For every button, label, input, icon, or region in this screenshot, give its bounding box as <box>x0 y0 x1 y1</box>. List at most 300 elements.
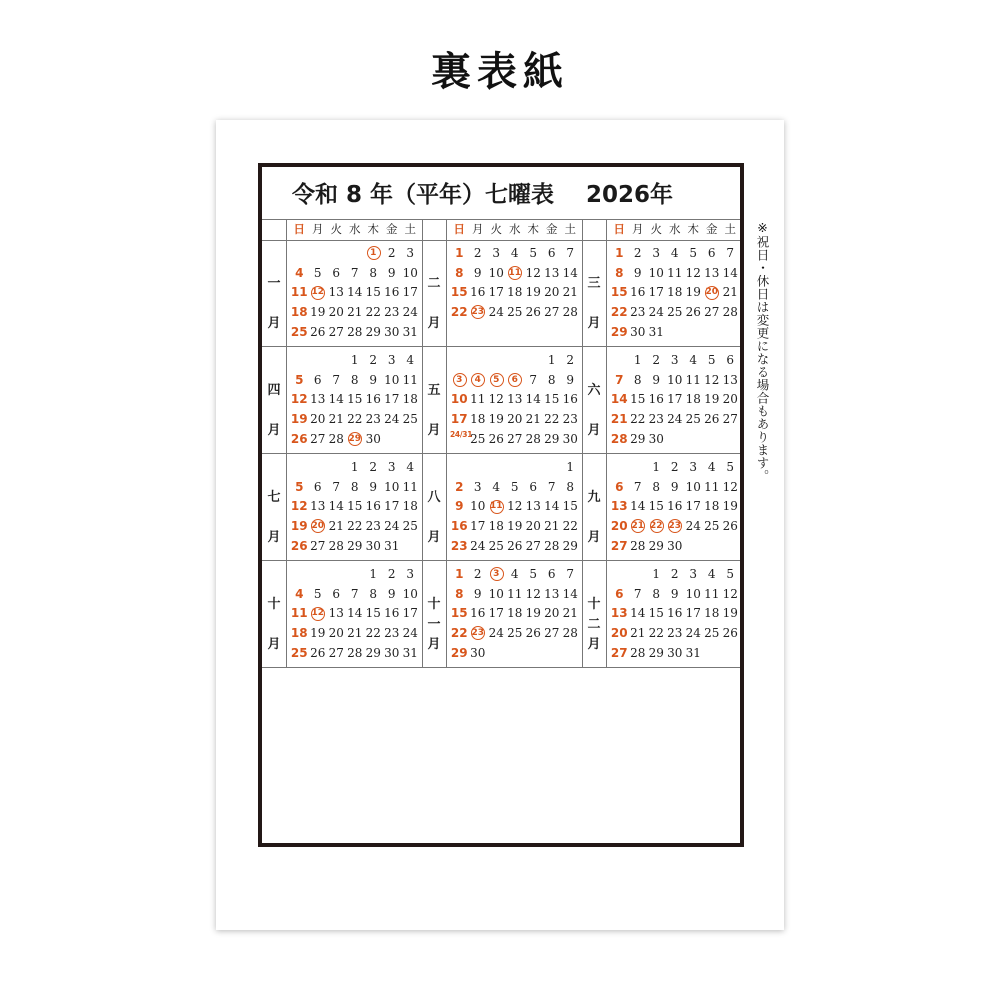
calendar-day: 14 <box>347 285 363 300</box>
calendar-day: 27 <box>610 538 628 553</box>
calendar-day: 2 <box>633 246 642 260</box>
calendar-day: 16 <box>365 499 381 514</box>
weekday-label: 火 <box>650 222 662 236</box>
calendar-day: 13 <box>610 606 628 621</box>
calendar-day: 24 <box>648 305 664 320</box>
calendar-day: 6 <box>615 479 624 494</box>
calendar-day: 24 <box>402 626 418 641</box>
calendar-day: 15 <box>562 499 578 514</box>
calendar-title <box>262 175 740 215</box>
calendar-day: 4 <box>406 460 415 474</box>
calendar-day: 19 <box>290 412 308 427</box>
calendar-day: 1 <box>547 353 556 367</box>
calendar-day: 16 <box>450 519 468 534</box>
calendar-day: 28 <box>722 305 738 320</box>
calendar-day: 12 <box>722 586 738 601</box>
weekday-header <box>290 219 420 239</box>
calendar-day: 10 <box>450 392 468 407</box>
calendar-day: 27 <box>704 305 720 320</box>
calendar-day: 3 <box>473 479 482 494</box>
calendar-day: 1 <box>350 460 359 474</box>
month-label-top: 八 <box>427 490 441 505</box>
calendar-day: 21 <box>630 626 646 641</box>
calendar-day: 1 <box>369 567 378 581</box>
calendar-day: 18 <box>290 626 308 641</box>
calendar-day: 10 <box>384 479 400 494</box>
row-divider <box>262 560 740 561</box>
calendar-day: 21 <box>347 305 363 320</box>
calendar-day: 25 <box>704 626 720 641</box>
calendar-day: 5 <box>726 567 735 581</box>
calendar-day: 2 <box>369 460 378 474</box>
calendar-day: 5 <box>529 567 538 581</box>
calendar-day: 1 <box>615 246 624 260</box>
calendar-day: 9 <box>369 372 378 387</box>
calendar-day: 20 <box>544 606 560 621</box>
calendar-day: 14 <box>722 265 738 280</box>
calendar-day: 9 <box>652 372 661 387</box>
weekday-label: 木 <box>527 222 539 236</box>
calendar-day: 27 <box>328 324 344 339</box>
calendar-day: 31 <box>685 645 701 660</box>
calendar-day: 26 <box>525 305 541 320</box>
weekday-label: 土 <box>724 222 736 236</box>
calendar-day: 26 <box>525 626 541 641</box>
calendar-day: 18 <box>507 285 523 300</box>
month-label-top: 十 <box>587 597 601 612</box>
calendar-day: 22 <box>544 412 560 427</box>
calendar-day: 11 <box>290 606 308 621</box>
calendar-day: 21 <box>629 517 648 537</box>
row-divider <box>262 346 740 347</box>
month-label-bot: 月 <box>587 423 601 438</box>
calendar-day: 29 <box>347 538 363 553</box>
calendar-day: 3 <box>450 371 469 391</box>
calendar-day: 1 <box>455 246 464 260</box>
calendar-day: 9 <box>633 265 642 280</box>
calendar-day: 26 <box>488 431 504 446</box>
calendar-day: 4 <box>689 353 698 367</box>
month-label-top: 九 <box>587 490 601 505</box>
month-label <box>262 561 286 668</box>
calendar-day: 28 <box>544 538 560 553</box>
calendar-day: 11 <box>704 586 720 601</box>
calendar-day: 23 <box>648 412 664 427</box>
calendar-day: 26 <box>507 538 523 553</box>
calendar-day: 6 <box>529 479 538 494</box>
month-label-mid: 一 <box>427 617 441 632</box>
calendar-day: 3 <box>689 460 698 474</box>
weekday-label: 水 <box>509 222 521 236</box>
calendar-day: 4 <box>295 265 304 280</box>
calendar-day: 10 <box>402 586 418 601</box>
weekday-label: 日 <box>613 222 625 236</box>
calendar-day: 8 <box>350 479 359 494</box>
month-label-bot: 月 <box>427 316 441 331</box>
calendar-day: 3 <box>487 565 506 585</box>
month-label-bot: 月 <box>427 530 441 545</box>
calendar-day: 23 <box>469 303 488 323</box>
calendar-day: 8 <box>455 265 464 280</box>
month-label <box>262 240 286 347</box>
calendar-day: 21 <box>544 519 560 534</box>
calendar-day: 2 <box>566 353 575 367</box>
calendar-day: 24 <box>488 626 504 641</box>
calendar-day: 12 <box>722 479 738 494</box>
calendar-day: 25 <box>507 626 523 641</box>
month-label-top: 十 <box>267 597 281 612</box>
calendar-day: 1 <box>350 353 359 367</box>
calendar-day: 19 <box>525 606 541 621</box>
calendar-day: 29 <box>648 645 664 660</box>
calendar-day: 25 <box>402 519 418 534</box>
calendar-day: 24 <box>402 305 418 320</box>
calendar-day: 20 <box>309 517 328 537</box>
calendar-day: 30 <box>648 431 664 446</box>
calendar-day: 10 <box>470 499 486 514</box>
calendar-day: 19 <box>290 519 308 534</box>
calendar-day: 20 <box>328 626 344 641</box>
month-label-bot: 月 <box>587 316 601 331</box>
calendar-day: 13 <box>610 499 628 514</box>
calendar-frame <box>258 163 744 847</box>
calendar-day: 23 <box>384 305 400 320</box>
calendar-day: 7 <box>350 586 359 601</box>
calendar-day: 23 <box>450 538 468 553</box>
calendar-day: 2 <box>369 353 378 367</box>
calendar-day: 6 <box>313 479 322 494</box>
calendar-day: 29 <box>610 324 628 339</box>
calendar-day: 21 <box>562 606 578 621</box>
calendar-day: 11 <box>507 586 523 601</box>
weekday-label: 金 <box>546 222 558 236</box>
weekday-label: 木 <box>367 222 379 236</box>
calendar-day: 19 <box>488 412 504 427</box>
calendar-day: 13 <box>544 586 560 601</box>
calendar-day: 6 <box>615 586 624 601</box>
calendar-day: 22 <box>450 305 468 320</box>
calendar-day: 30 <box>667 645 683 660</box>
calendar-day: 30 <box>384 324 400 339</box>
calendar-day: 15 <box>630 392 646 407</box>
calendar-day: 22 <box>630 412 646 427</box>
calendar-day: 27 <box>610 645 628 660</box>
calendar-day: 14 <box>544 499 560 514</box>
calendar-day: 3 <box>406 567 415 581</box>
calendar-day: 2 <box>387 567 396 581</box>
calendar-day: 30 <box>562 431 578 446</box>
calendar-day: 27 <box>544 305 560 320</box>
calendar-day: 7 <box>566 246 575 260</box>
calendar-day: 20 <box>310 412 326 427</box>
calendar-day: 16 <box>384 285 400 300</box>
calendar-day: 6 <box>726 353 735 367</box>
calendar-day: 28 <box>525 431 541 446</box>
calendar-day: 2 <box>670 567 679 581</box>
calendar-day: 24 <box>470 538 486 553</box>
calendar-day: 28 <box>562 305 578 320</box>
calendar-day: 23 <box>667 626 683 641</box>
calendar-day: 5 <box>707 353 716 367</box>
weekday-label: 水 <box>349 222 361 236</box>
calendar-day: 14 <box>347 606 363 621</box>
calendar-title-main: 令和 8 年（平年）七曜表 <box>292 182 555 208</box>
calendar-day: 1 <box>633 353 642 367</box>
calendar-day: 12 <box>290 499 308 514</box>
calendar-day: 6 <box>506 371 525 391</box>
calendar-day: 13 <box>310 392 326 407</box>
calendar-day: 13 <box>507 392 523 407</box>
calendar-day: 13 <box>525 499 541 514</box>
row-divider <box>262 667 740 668</box>
calendar-day: 12 <box>525 265 541 280</box>
calendar-day: 15 <box>544 392 560 407</box>
calendar-day: 19 <box>507 519 523 534</box>
calendar-day: 2 <box>473 246 482 260</box>
calendar-day: 1 <box>566 460 575 474</box>
calendar-day: 20 <box>328 305 344 320</box>
calendar-day: 18 <box>488 519 504 534</box>
calendar-day: 12 <box>685 265 701 280</box>
calendar-day: 4 <box>469 371 488 391</box>
calendar-day: 17 <box>470 519 486 534</box>
calendar-day: 16 <box>365 392 381 407</box>
calendar-day: 25 <box>402 412 418 427</box>
calendar-day: 4 <box>707 567 716 581</box>
month-label <box>582 561 606 668</box>
calendar-day: 27 <box>310 431 326 446</box>
calendar-day: 28 <box>328 538 344 553</box>
calendar-day: 1 <box>364 244 383 264</box>
calendar-day: 15 <box>365 285 381 300</box>
month-label-mid: 二 <box>587 617 601 632</box>
calendar-day: 5 <box>295 479 304 494</box>
calendar-day: 5 <box>529 246 538 260</box>
calendar-day: 17 <box>488 285 504 300</box>
month-label <box>422 561 446 668</box>
calendar-day: 25 <box>685 412 701 427</box>
calendar-day: 4 <box>406 353 415 367</box>
calendar-day: 22 <box>647 517 666 537</box>
calendar-day: 28 <box>328 431 344 446</box>
calendar-day: 22 <box>450 626 468 641</box>
calendar-day: 11 <box>667 265 683 280</box>
calendar-day: 16 <box>562 392 578 407</box>
calendar-day: 31 <box>402 645 418 660</box>
calendar-day: 16 <box>667 606 683 621</box>
calendar-day: 7 <box>615 372 624 387</box>
month-label <box>262 347 286 454</box>
calendar-day: 9 <box>369 479 378 494</box>
calendar-day: 18 <box>402 499 418 514</box>
calendar-day: 17 <box>450 412 468 427</box>
calendar-day: 13 <box>704 265 720 280</box>
month-label-bot: 月 <box>267 637 281 652</box>
calendar-day: 5 <box>295 372 304 387</box>
calendar-day: 25 <box>470 431 486 446</box>
month-label <box>422 347 446 454</box>
calendar-day: 18 <box>667 285 683 300</box>
calendar-day: 17 <box>402 606 418 621</box>
weekday-label: 日 <box>453 222 465 236</box>
calendar-day: 26 <box>290 431 308 446</box>
calendar-day: 22 <box>347 412 363 427</box>
calendar-day: 18 <box>704 606 720 621</box>
calendar-day: 12 <box>290 392 308 407</box>
calendar-day: 15 <box>648 499 664 514</box>
calendar-day: 8 <box>652 586 661 601</box>
calendar-day: 14 <box>630 499 646 514</box>
calendar-day: 17 <box>402 285 418 300</box>
calendar-day: 22 <box>347 519 363 534</box>
calendar-day: 26 <box>685 305 701 320</box>
calendar-day: 26 <box>722 519 738 534</box>
calendar-day: 29 <box>630 431 646 446</box>
calendar-day: 9 <box>387 265 396 280</box>
calendar-day: 18 <box>470 412 486 427</box>
calendar-day: 31 <box>648 324 664 339</box>
calendar-day: 14 <box>562 586 578 601</box>
calendar-day: 31 <box>384 538 400 553</box>
calendar-day: 10 <box>488 586 504 601</box>
calendar-day: 21 <box>722 285 738 300</box>
calendar-day: 27 <box>722 412 738 427</box>
calendar-day: 18 <box>685 392 701 407</box>
calendar-day: 8 <box>369 586 378 601</box>
calendar-day: 11 <box>402 372 418 387</box>
calendar-day: 23 <box>666 517 685 537</box>
month-label-top: 二 <box>427 276 441 291</box>
calendar-day: 4 <box>510 246 519 260</box>
calendar-day: 11 <box>402 479 418 494</box>
calendar-day: 31 <box>402 324 418 339</box>
month-label-top: 四 <box>267 383 281 398</box>
calendar-day: 6 <box>332 586 341 601</box>
calendar-day: 13 <box>328 606 344 621</box>
month-label-bot: 月 <box>427 423 441 438</box>
calendar-day: 7 <box>547 479 556 494</box>
calendar-day: 27 <box>310 538 326 553</box>
weekday-label: 月 <box>632 222 644 236</box>
calendar-day: 12 <box>525 586 541 601</box>
calendar-day: 27 <box>525 538 541 553</box>
weekday-header <box>610 219 740 239</box>
calendar-day: 4 <box>492 479 501 494</box>
weekday-label: 水 <box>669 222 681 236</box>
calendar-day: 9 <box>566 372 575 387</box>
calendar-day: 24 <box>384 412 400 427</box>
calendar-day: 2 <box>652 353 661 367</box>
calendar-day: 14 <box>328 392 344 407</box>
calendar-day: 30 <box>365 538 381 553</box>
month-label <box>422 240 446 347</box>
holiday-note: ※祝日・休日は変更になる場合もあります。 <box>755 220 770 483</box>
calendar-day: 20 <box>703 283 722 303</box>
calendar-day: 14 <box>562 265 578 280</box>
calendar-day: 21 <box>610 412 628 427</box>
calendar-day: 17 <box>667 392 683 407</box>
calendar-day: 20 <box>610 626 628 641</box>
calendar-day: 19 <box>704 392 720 407</box>
calendar-day: 7 <box>726 246 735 260</box>
weekday-label: 日 <box>293 222 305 236</box>
calendar-day: 19 <box>310 626 326 641</box>
calendar-day: 10 <box>488 265 504 280</box>
calendar-day: 29 <box>648 538 664 553</box>
calendar-day: 18 <box>704 499 720 514</box>
calendar-day: 29 <box>544 431 560 446</box>
calendar-day: 9 <box>473 265 482 280</box>
calendar-day: 15 <box>648 606 664 621</box>
calendar-day: 7 <box>350 265 359 280</box>
calendar-day: 21 <box>328 412 344 427</box>
calendar-day: 11 <box>290 285 308 300</box>
calendar-day: 21 <box>328 519 344 534</box>
calendar-day: 6 <box>707 246 716 260</box>
calendar-day: 6 <box>547 567 556 581</box>
calendar-day: 6 <box>313 372 322 387</box>
calendar-day: 23 <box>365 412 381 427</box>
month-label-bot: 月 <box>267 316 281 331</box>
calendar-day: 25 <box>290 645 308 660</box>
calendar-day: 25 <box>488 538 504 553</box>
calendar-day: 9 <box>670 479 679 494</box>
calendar-day: 2 <box>473 567 482 581</box>
calendar-day: 30 <box>365 431 381 446</box>
calendar-day: 28 <box>347 645 363 660</box>
calendar-day: 16 <box>667 499 683 514</box>
month-label <box>582 240 606 347</box>
calendar-day: 1 <box>455 567 464 581</box>
calendar-day: 14 <box>630 606 646 621</box>
calendar-day: 20 <box>610 519 628 534</box>
calendar-day: 15 <box>347 499 363 514</box>
calendar-day: 20 <box>507 412 523 427</box>
calendar-day: 5 <box>313 586 322 601</box>
calendar-day: 11 <box>470 392 486 407</box>
calendar-day: 7 <box>529 372 538 387</box>
calendar-day: 29 <box>346 430 365 450</box>
calendar-day: 10 <box>667 372 683 387</box>
weekday-label: 火 <box>330 222 342 236</box>
calendar-day: 3 <box>387 353 396 367</box>
calendar-day: 28 <box>347 324 363 339</box>
weekday-header <box>450 219 580 239</box>
weekday-label: 金 <box>706 222 718 236</box>
calendar-day: 7 <box>332 479 341 494</box>
calendar-day: 2 <box>387 246 396 260</box>
weekday-label: 土 <box>404 222 416 236</box>
calendar-day: 8 <box>547 372 556 387</box>
calendar-day: 18 <box>290 305 308 320</box>
calendar-day: 22 <box>648 626 664 641</box>
month-label-top: 六 <box>587 383 601 398</box>
calendar-day: 15 <box>450 285 468 300</box>
calendar-title-year: 2026年 <box>586 182 674 208</box>
calendar-day: 24 <box>685 519 701 534</box>
calendar-day: 28 <box>562 626 578 641</box>
calendar-day: 8 <box>369 265 378 280</box>
calendar-day: 3 <box>689 567 698 581</box>
column-divider <box>286 219 287 668</box>
calendar-day: 13 <box>328 285 344 300</box>
calendar-day: 10 <box>402 265 418 280</box>
calendar-day: 19 <box>722 606 738 621</box>
calendar-day: 4 <box>295 586 304 601</box>
calendar-day: 23 <box>630 305 646 320</box>
calendar-day: 27 <box>507 431 523 446</box>
calendar-day: 14 <box>525 392 541 407</box>
